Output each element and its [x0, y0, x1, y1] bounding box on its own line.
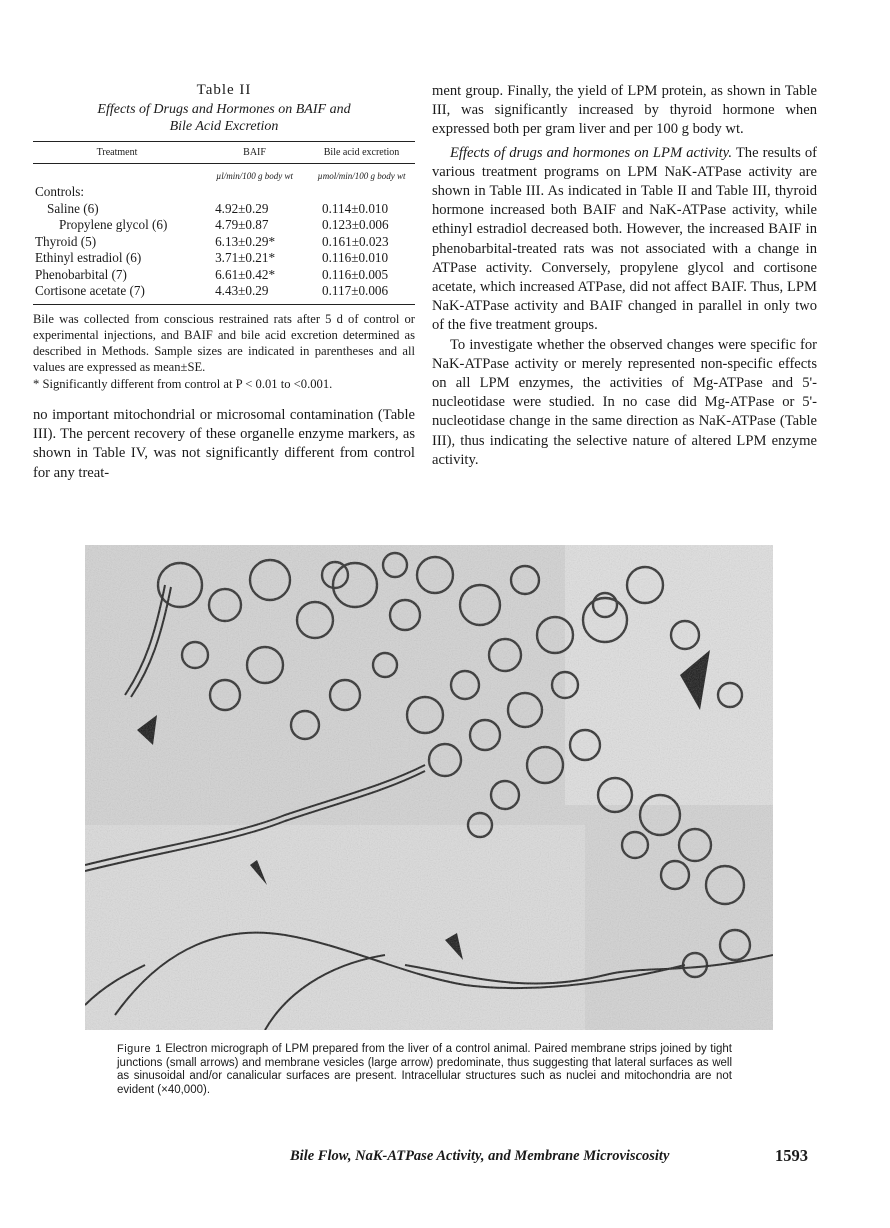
group-label: Controls: — [35, 184, 85, 199]
header-baif: BAIF — [201, 142, 308, 164]
units-baif: µl/min/100 g body wt — [216, 171, 294, 181]
left-column — [33, 82, 415, 483]
table-footnotes — [33, 311, 415, 392]
units-row — [33, 164, 415, 185]
figure-caption-text: Electron micrograph of LPM prepared from the liver of a control animal. Paired membrane strips joined by tight junctions (small arrows) and membrane vesicles (large arrow) predominate, thus suggesting that lateral surfaces as well as sinusoidal and/or canalicular surfaces are present. Intracellular structures such as nuclei and mitochondria are not evident (×40,000). — [117, 1043, 732, 1096]
bile-cell: 0.116±0.005 — [322, 266, 389, 282]
figure-caption — [117, 1043, 732, 1097]
table-subtitle — [33, 101, 415, 135]
data-table — [33, 141, 415, 305]
table-row — [33, 267, 415, 284]
baif-cell: 6.61±0.42* — [215, 266, 276, 282]
treatment-cell: Ethinyl estradiol (6) — [35, 250, 142, 265]
figure-label: Figure 1 — [117, 1043, 162, 1055]
section-heading: Effects of drugs and hormones on LPM activity. — [450, 144, 733, 161]
bile-cell: 0.117±0.006 — [308, 283, 415, 304]
units-bile: µmol/min/100 g body wt — [317, 171, 406, 181]
baif-cell: 6.13±0.29* — [215, 233, 276, 249]
table-subtitle-line-2: Bile Acid Excretion — [169, 119, 279, 134]
table-header-row — [33, 142, 415, 164]
treatment-cell: Phenobarbital (7) — [35, 266, 127, 282]
right-paragraph-1: ment group. Finally, the yield of LPM protein, as shown in Table III, was significantly increased by thyroid hormone when expressed both per gram liver and per 100 g body wt. — [432, 83, 817, 138]
bile-cell: 0.114±0.010 — [322, 200, 389, 216]
baif-cell: 3.71±0.21* — [215, 250, 276, 265]
units-treatment — [33, 164, 201, 185]
bile-cell: 0.161±0.023 — [322, 233, 389, 249]
table-row — [33, 250, 415, 267]
treatment-cell: Cortisone acetate (7) — [33, 283, 201, 304]
table-row — [33, 234, 415, 251]
bile-cell: 0.116±0.010 — [322, 250, 389, 265]
treatment-cell: Thyroid (5) — [35, 233, 97, 249]
running-head: Bile Flow, NaK-ATPase Activity, and Membrane Microviscosity — [290, 1148, 670, 1164]
treatment-cell: Propylene glycol (6) — [59, 217, 168, 232]
treatment-cell: Saline (6) — [47, 200, 99, 216]
baif-cell: 4.43±0.29 — [201, 283, 308, 304]
right-paragraph-2-body: The results of various treatment programs on LPM NaK-ATPase activity are shown in Table III. As indicated in Table II and Table III, thyroid hormone increased both BAIF and NaK-ATPase activity, while ethinyl estradiol decreased both. However, the increased BAIF in phenobarbital-treated rats was not associated with a change in ATPase activity. Conversely, propylene glycol and cortisone acetate, which increased ATPase, did not affect BAIF. Thus, LPM NaK-ATPase activity and BAIF changed in parallel in only two of the five treatment groups. — [432, 144, 817, 334]
right-column — [432, 82, 817, 470]
right-paragraph-2 — [432, 144, 817, 336]
table-title: Table II — [196, 82, 252, 98]
left-body-text — [33, 406, 415, 483]
table-subtitle-line-1: Effects of Drugs and Hormones on BAIF and — [97, 102, 351, 117]
baif-cell: 4.92±0.29 — [215, 200, 269, 216]
left-paragraph: no important mitochondrial or microsomal contamination (Table III). The percent recovery of these organelle enzyme markers, as shown in Table IV, was not significantly different from control for any treat- — [33, 406, 415, 481]
micrograph-image — [85, 545, 773, 1030]
right-paragraph-3: To investigate whether the observed changes were specific for NaK-ATPase activity or merely represented non-specific effects on all LPM enzymes, the activities of Mg-ATPase and 5'-nucleotidase were studied. In no case did Mg-ATPase or 5'-nucleotidase change in the same direction as NaK-ATPase (Table III), thus indicating the selective nature of altered LPM enzyme activity. — [432, 336, 817, 468]
table-row — [33, 283, 415, 304]
table-row — [33, 217, 415, 234]
header-treatment: Treatment — [33, 142, 201, 164]
page-number: 1593 — [775, 1146, 808, 1165]
right-body-text — [432, 82, 817, 470]
group-row — [33, 184, 415, 201]
baif-cell: 4.79±0.87 — [215, 217, 269, 232]
table-row — [33, 201, 415, 218]
table-footnote-2: * Significantly different from control at P < 0.01 to <0.001. — [33, 376, 333, 391]
electron-micrograph — [85, 545, 773, 1030]
table-footnote-1: Bile was collected from conscious restrained rats after 5 d of control or experimental injections, and BAIF and bile acid excretion determined as described in Methods. Sample sizes are indicated in parentheses and all values are expressed as mean±SE. — [33, 311, 415, 375]
header-bile: Bile acid excretion — [308, 142, 415, 164]
bile-cell: 0.123±0.006 — [322, 217, 389, 232]
